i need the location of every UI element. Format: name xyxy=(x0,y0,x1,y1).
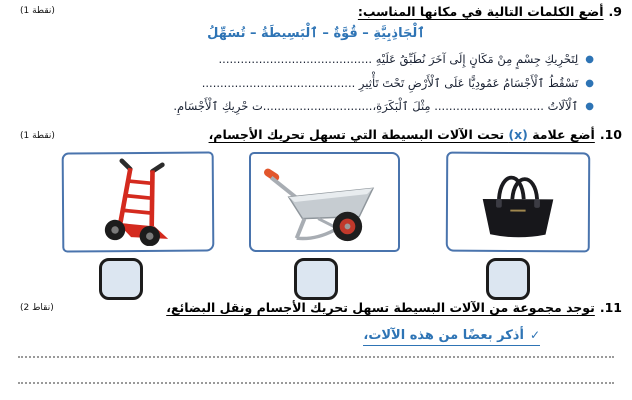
q9-bullet-3-text[interactable]: ٱلْآلَاتُ .............................. مِثْلَ ٱلْبَكَرَةِ،..............................ت حْرِيكِ ٱلْأَجْسَامِ. xyxy=(173,99,579,113)
q10-title-before: أضع علامة xyxy=(527,127,595,142)
item-box-hand-truck xyxy=(62,151,215,252)
q9-bullet-1 xyxy=(219,51,594,68)
q9-number: 9. xyxy=(608,4,622,19)
q10-points: (1 نقطة) xyxy=(20,131,55,141)
q9-word-bank: ٱلْجَاذِبِيَّةِ – قُوَّةٌ – ٱلْبَسِيطَةُ – تُسَهِّلُ xyxy=(207,26,425,41)
q9-bullet-2 xyxy=(202,75,594,92)
q9-header xyxy=(358,4,622,19)
q11-number: 11. xyxy=(599,300,622,315)
answer-box-wheelbarrow[interactable] xyxy=(294,258,338,300)
q9-bullet-2-text[interactable]: تَسْقُطُ ٱلْأَجْسَامُ عَمُودِيًّا عَلَى ٱلْأَرْضِ تَحْتَ تَأْثِيرِ .......................................... xyxy=(201,76,579,90)
q11-title: توجد مجموعة من الآلات البسيطة تسهل تحريك الأجسام ونقل البضائع، xyxy=(166,300,595,315)
handbag-image xyxy=(456,159,580,246)
checkmark-icon: ✓ xyxy=(529,328,540,342)
q10-header xyxy=(209,127,622,142)
hand-truck-image xyxy=(86,158,191,247)
q9-bullet-1-text[interactable]: لِتَحْرِيكِ جِسْمٍ مِنْ مَكَانٍ إِلَى آخَرَ نُطَبِّقُ عَلَيْهِ .......................................... xyxy=(218,52,579,66)
wheelbarrow-image xyxy=(259,158,391,246)
bullet-icon: ● xyxy=(585,101,594,112)
q9-bullet-3 xyxy=(173,98,594,115)
answer-box-handbag[interactable] xyxy=(486,258,530,300)
answer-box-hand-truck[interactable] xyxy=(99,258,143,300)
q11-prompt-text: أذكر بعضًا من هذه الآلات، xyxy=(363,328,524,343)
q10-x-mark: (x) xyxy=(508,127,528,142)
q10-number: 10. xyxy=(599,127,622,142)
q11-header xyxy=(166,300,622,315)
q11-prompt xyxy=(363,328,540,346)
bullet-icon: ● xyxy=(585,54,594,65)
answer-line-2[interactable] xyxy=(18,382,614,384)
q10-title-after: تحت الآلات البسيطة التي تسهل تحريك الأجسام، xyxy=(208,127,509,142)
item-box-handbag xyxy=(446,152,591,253)
item-box-wheelbarrow xyxy=(249,152,400,252)
q9-points: (1 نقطة) xyxy=(20,6,55,16)
q11-points: (2 نقاط) xyxy=(20,303,54,313)
q9-title: أضع الكلمات التالية في مكانها المناسب: xyxy=(357,4,604,19)
bullet-icon: ● xyxy=(585,78,594,89)
answer-line-1[interactable] xyxy=(18,356,614,358)
